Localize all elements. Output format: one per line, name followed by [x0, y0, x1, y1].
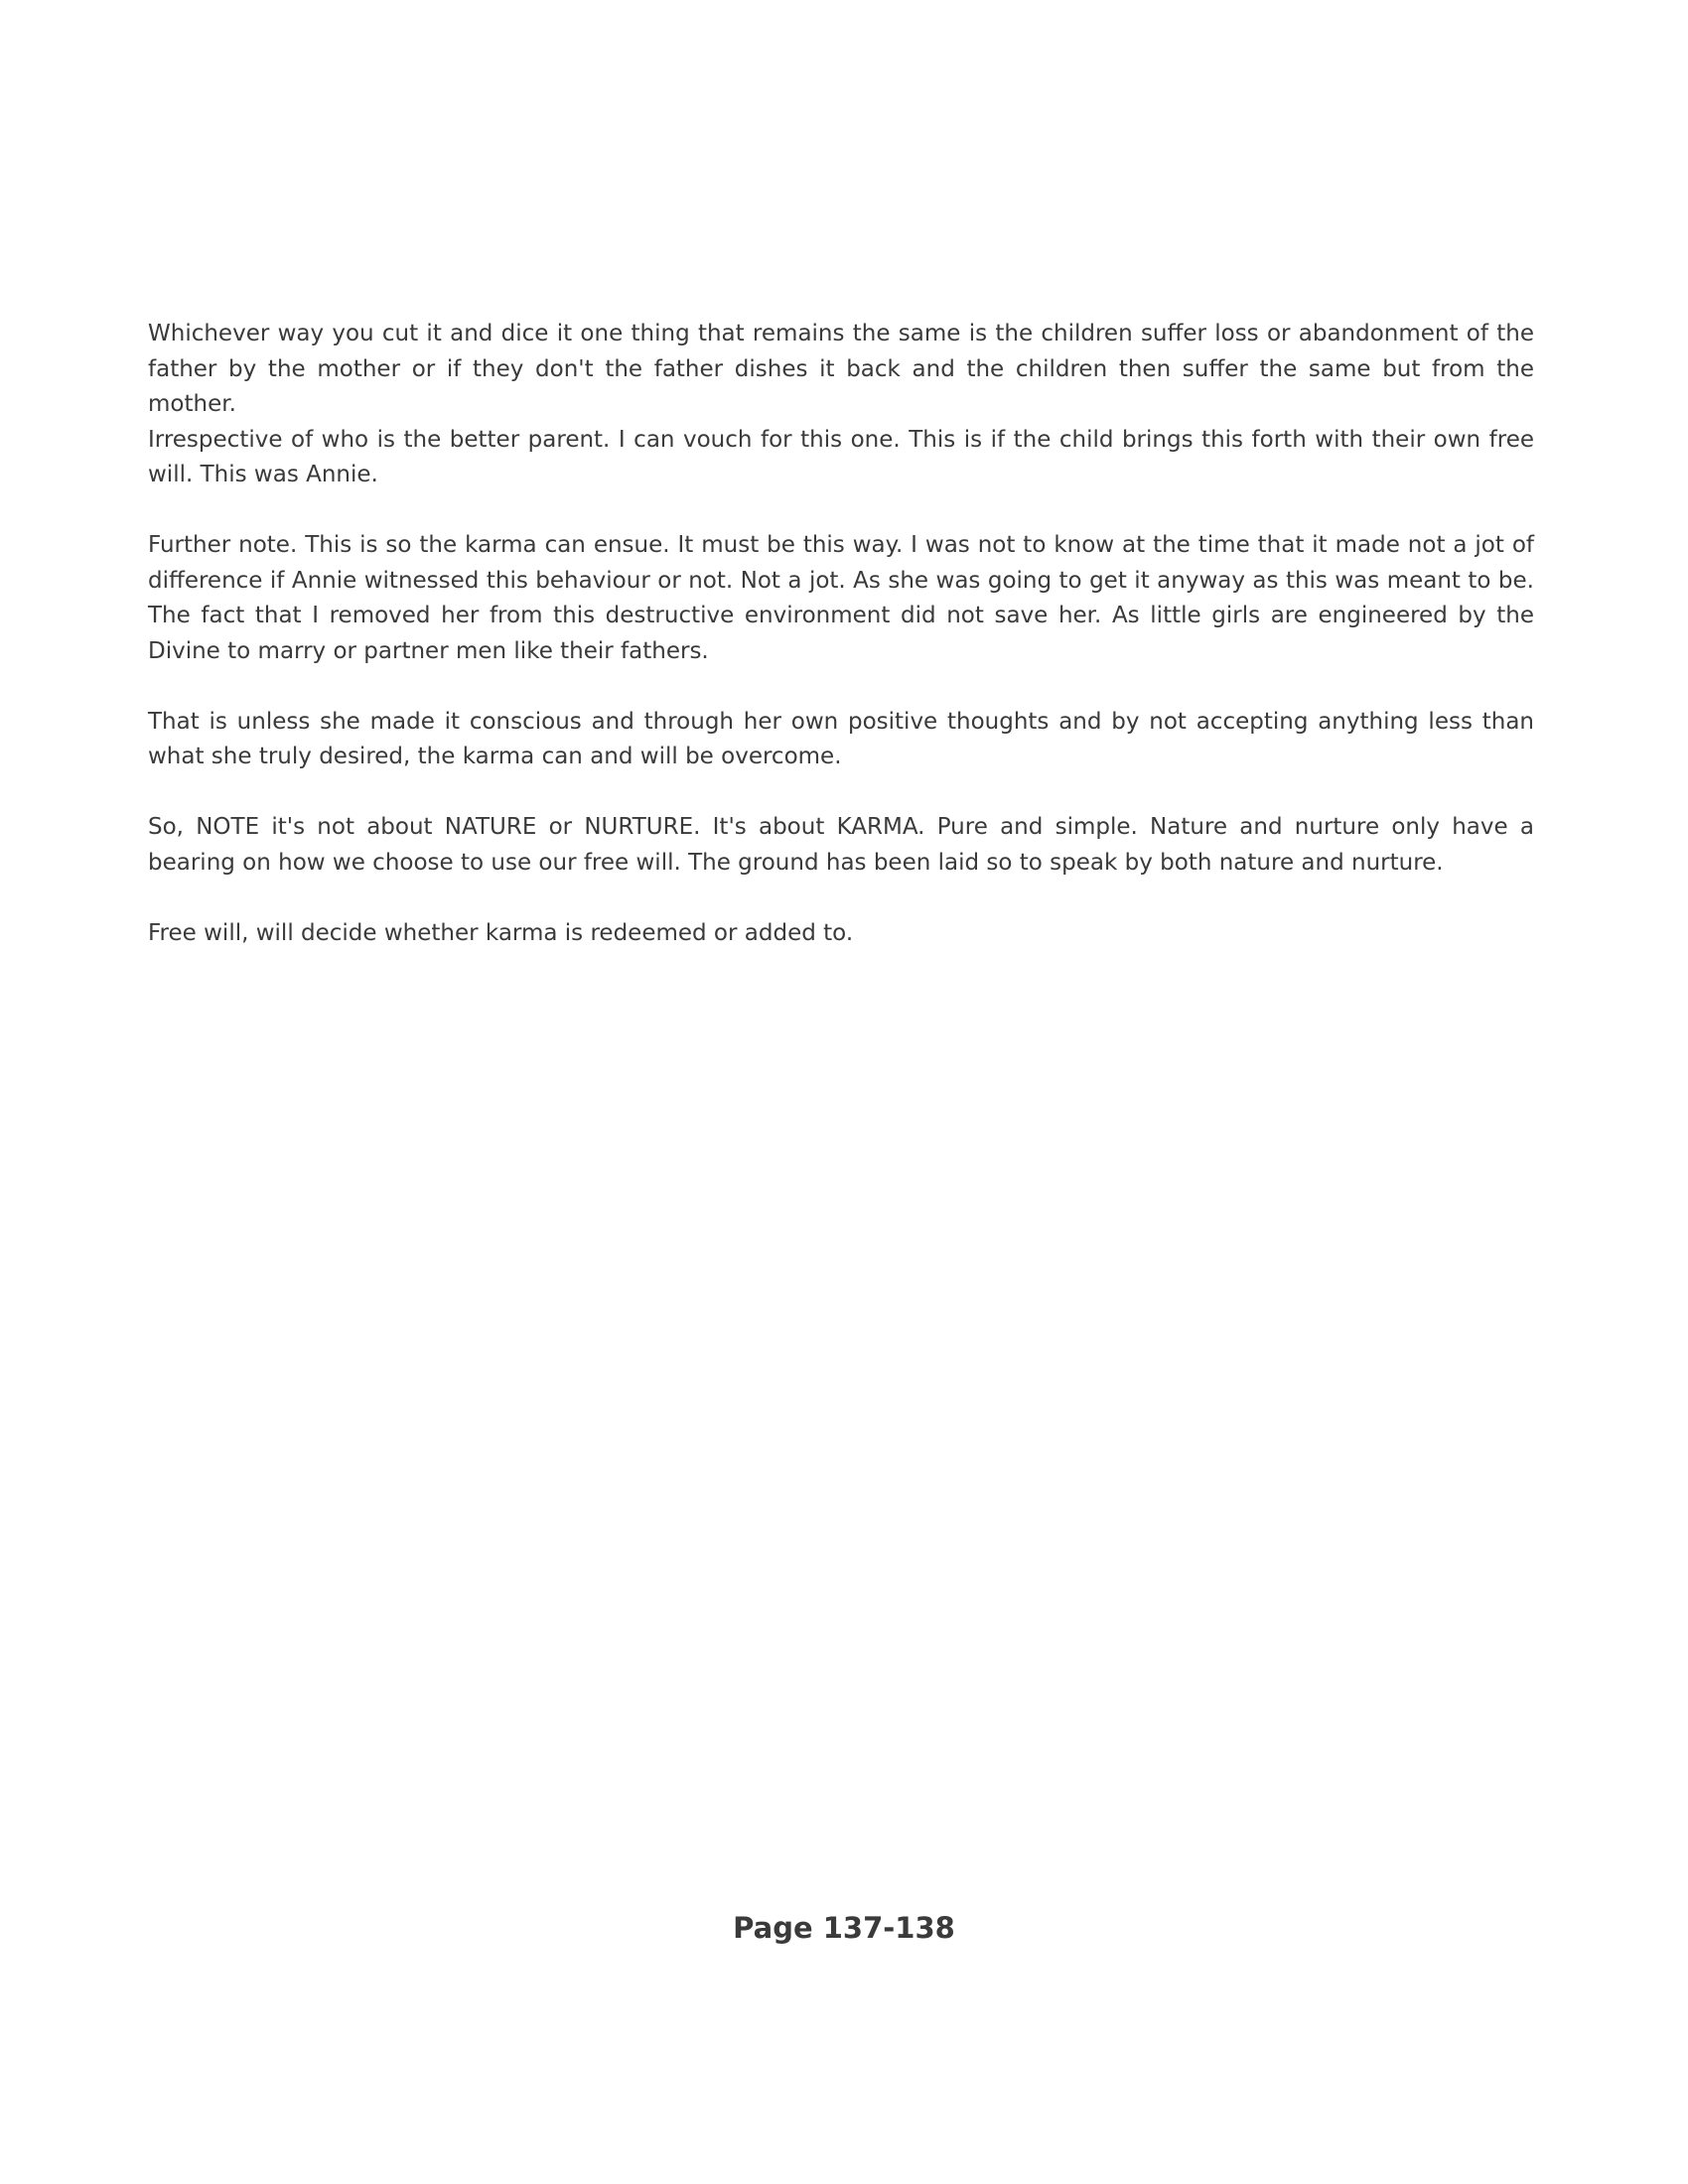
page-footer: Page 137-138 — [733, 1911, 955, 1945]
paragraph: That is unless she made it conscious and through her own positive thoughts and by not accepting anything less than what she truly desired, the karma can and will be overcome. — [148, 708, 1534, 769]
paragraph: Free will, will decide whether karma is redeemed or added to. — [148, 919, 854, 946]
paragraph: Whichever way you cut it and dice it one thing that remains the same is the children suffer loss or abandonment of the father by the mother or if they don't the father dishes it back and the children then suffer the same but from the mother. — [148, 321, 1534, 417]
paragraph: Irrespective of who is the better parent. I can vouch for this one. This is if the child brings this forth with their own free will. This was Annie. — [148, 426, 1534, 487]
paragraph: So, NOTE it's not about NATURE or NURTURE. It's about KARMA. Pure and simple. Nature and nurture only have a bearing on how we choose to use our free will. The ground has been laid so to speak by both nature and nurture. — [148, 814, 1534, 876]
body-text — [148, 317, 1534, 951]
paragraph: Further note. This is so the karma can ensue. It must be this way. I was not to know at the time that it made not a jot of difference if Annie witnessed this behaviour or not. Not a jot. As she was going to get it anyway as this was meant to be. The fact that I removed her from this destructive environment did not save her. As little girls are engineered by the Divine to marry or partner men like their fathers. — [148, 532, 1534, 664]
